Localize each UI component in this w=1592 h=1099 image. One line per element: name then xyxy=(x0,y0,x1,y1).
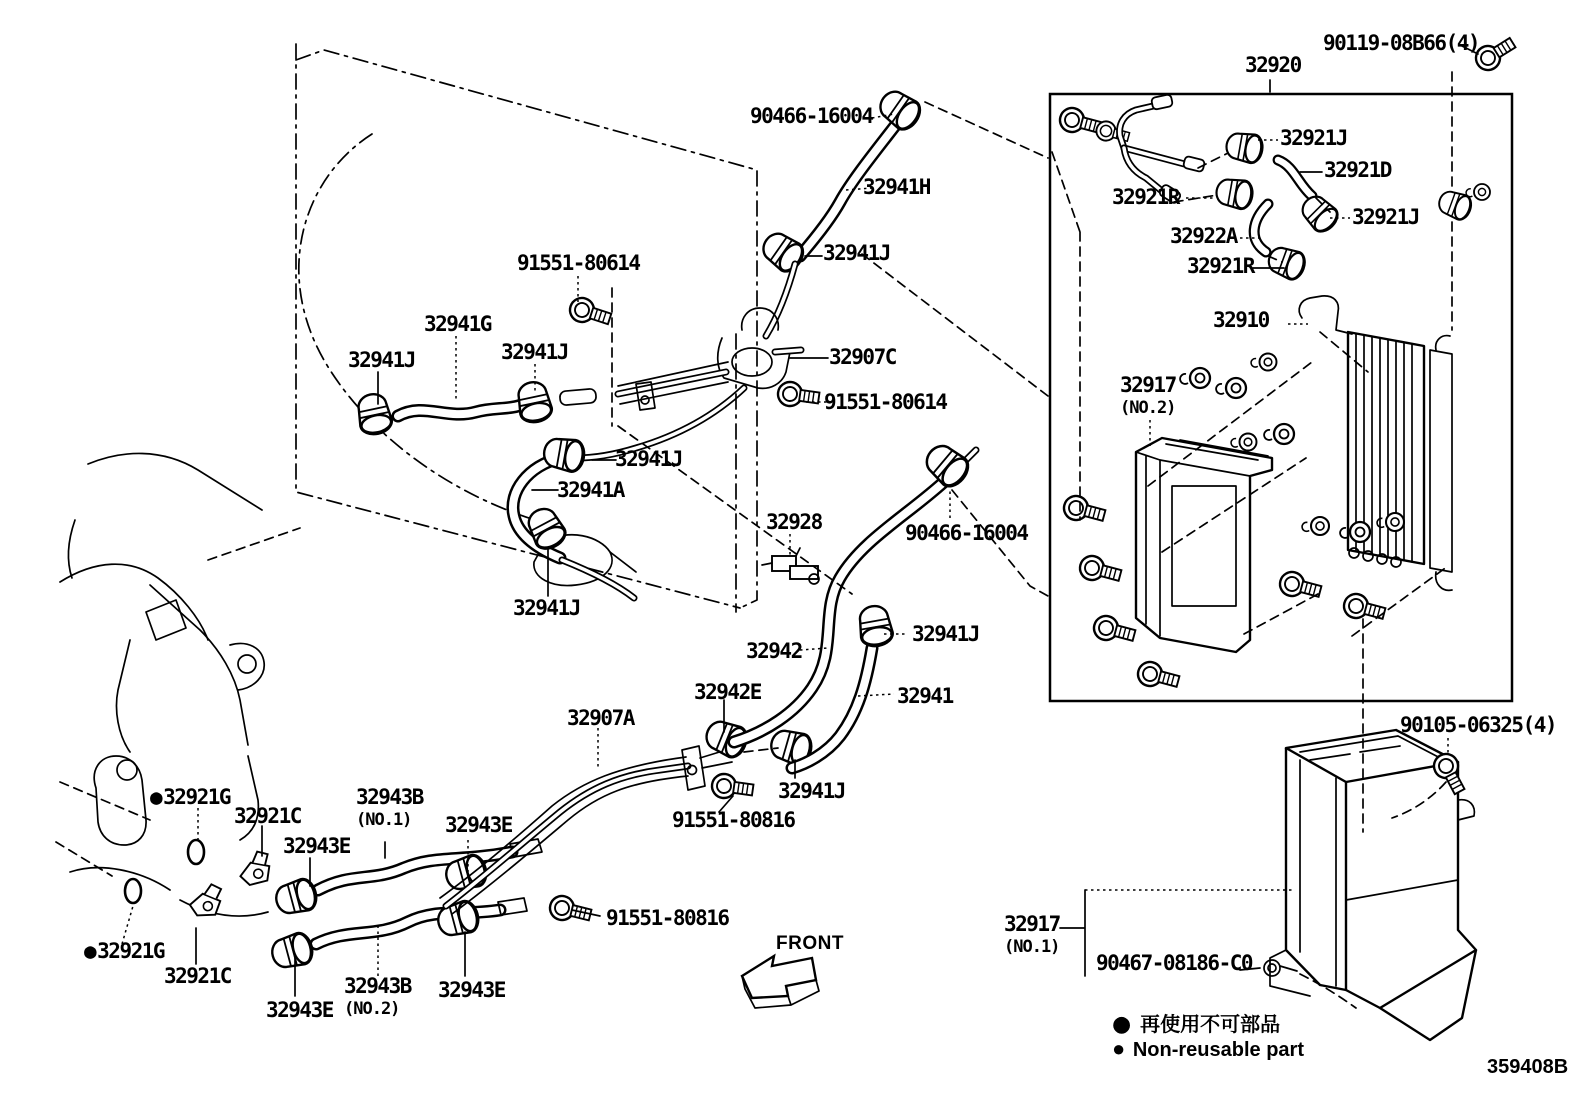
part-label-90467-08186: 90467-08186-C0 xyxy=(1096,951,1253,975)
part-label-32942e: 32942E xyxy=(694,680,761,704)
part-label-32921d: 32921D xyxy=(1324,158,1391,182)
reference-panel-outline xyxy=(296,44,757,608)
part-label-32910: 32910 xyxy=(1213,308,1269,332)
part-number-suffix: (NO.1) xyxy=(1004,937,1060,957)
part-label-32920: 32920 xyxy=(1245,53,1301,77)
hose-32941g-drawing xyxy=(398,404,524,416)
valve-32921c-drawing xyxy=(237,850,271,886)
clamp-32941j-drawing xyxy=(514,379,554,425)
part-label-32942: 32942 xyxy=(746,639,802,663)
clamp-90466-drawing xyxy=(874,85,925,134)
part-label-90466-16004: 90466-16004 xyxy=(750,104,873,128)
clamp-32943e-drawing xyxy=(269,930,316,971)
part-label-32943b-no2 xyxy=(344,976,411,1020)
bolt-91551-80816-drawing xyxy=(547,893,593,926)
part-number-suffix: (NO.2) xyxy=(344,999,400,1019)
part-label-91551-80816: 91551-80816 xyxy=(672,808,795,832)
part-label-32941j: 32941J xyxy=(513,596,580,620)
clamp-32943e-drawing xyxy=(435,898,482,939)
front-direction-label: FRONT xyxy=(776,933,844,954)
part-label-32907a: 32907A xyxy=(567,706,634,730)
non-reusable-icon: ● xyxy=(150,785,162,809)
part-label-32928: 32928 xyxy=(766,510,822,534)
part-label-90466-16004: 90466-16004 xyxy=(905,521,1028,545)
part-label-32941j: 32941J xyxy=(912,622,979,646)
oring-32921g-drawing xyxy=(188,840,204,864)
part-label-91551-80614: 91551-80614 xyxy=(824,390,947,414)
valve-32921c-drawing xyxy=(189,883,221,917)
part-label-32907c: 32907C xyxy=(829,345,896,369)
part-number: 32921G xyxy=(163,785,231,809)
part-label-32921j: 32921J xyxy=(1352,205,1419,229)
bolt-90105-drawing xyxy=(1430,750,1470,797)
part-label-32941j: 32941J xyxy=(778,779,845,803)
part-number: 32921G xyxy=(97,939,165,963)
part-label-32941: 32941 xyxy=(897,684,953,708)
clamp-32943e-drawing xyxy=(273,876,320,917)
part-label-32943e: 32943E xyxy=(283,834,350,858)
part-label-32921r: 32921R xyxy=(1112,185,1179,209)
part-number-suffix: (NO.2) xyxy=(1120,398,1176,418)
legend-text-jp: 再使用不可部品 xyxy=(1140,1012,1281,1036)
front-arrow xyxy=(742,956,819,1008)
part-label-32922a: 32922A xyxy=(1170,224,1237,248)
assembly-32920-contents xyxy=(1052,94,1490,693)
part-label-32941a: 32941A xyxy=(557,478,624,502)
clamp-32941j-drawing xyxy=(354,391,394,437)
part-label-32941g: 32941G xyxy=(424,312,491,336)
clamp-32941j-drawing xyxy=(856,604,894,649)
tube-32907c-drawing xyxy=(559,264,801,458)
part-label-91551-80614: 91551-80614 xyxy=(517,251,640,275)
part-label-32921g xyxy=(150,787,230,808)
part-label-91551-80816: 91551-80816 xyxy=(606,906,729,930)
part-label-32941j: 32941J xyxy=(348,348,415,372)
part-label-90105-06325: 90105-06325(4) xyxy=(1400,713,1557,737)
hose-32943b-no2-drawing xyxy=(316,898,527,944)
part-label-32943e: 32943E xyxy=(438,978,505,1002)
non-reusable-icon: ● xyxy=(1112,1036,1126,1061)
part-label-32921c: 32921C xyxy=(234,804,301,828)
dashed-connectors xyxy=(612,72,1452,832)
clamp-90466-drawing xyxy=(920,439,974,492)
oring-32921g-drawing xyxy=(125,879,141,903)
bolt-91551-80614-drawing xyxy=(776,380,820,409)
legend-non-reusable-en xyxy=(1112,1036,1304,1062)
clip-90467-drawing xyxy=(1264,960,1297,976)
bolt-91551-80614-drawing xyxy=(567,295,613,330)
part-label-32941j: 32941J xyxy=(823,241,890,265)
part-label-32921j: 32921J xyxy=(1280,126,1347,150)
part-number: 32943B xyxy=(344,974,411,998)
engine-outline xyxy=(56,453,300,916)
diagram-code: 359408B xyxy=(1487,1056,1569,1078)
part-number: 32917 xyxy=(1004,912,1060,936)
legend-non-reusable-jp xyxy=(1112,1008,1280,1037)
part-number: 32943B xyxy=(356,785,423,809)
part-label-90119-08b66: 90119-08B66(4) xyxy=(1323,31,1480,55)
part-label-32917-no1 xyxy=(1004,914,1060,958)
part-number: 32917 xyxy=(1120,373,1176,397)
legend-text-en: Non-reusable part xyxy=(1132,1039,1305,1061)
part-label-32921g xyxy=(84,941,164,962)
part-label-32921r: 32921R xyxy=(1187,254,1254,278)
non-reusable-icon: ● xyxy=(84,939,96,963)
part-number-suffix: (NO.1) xyxy=(356,810,412,830)
part-label-32941h: 32941H xyxy=(863,175,930,199)
hose-32943b-no1-drawing xyxy=(318,839,542,890)
part-label-32943e: 32943E xyxy=(266,998,333,1022)
part-label-32943b-no1 xyxy=(356,787,423,831)
part-label-32941j: 32941J xyxy=(615,447,682,471)
part-label-32941j: 32941J xyxy=(501,340,568,364)
part-label-32917-no2 xyxy=(1120,375,1176,419)
part-label-32921c: 32921C xyxy=(164,964,231,988)
clamp-32941j-drawing xyxy=(757,227,808,276)
part-label-32943e: 32943E xyxy=(445,813,512,837)
non-reusable-icon: ● xyxy=(1112,1012,1132,1037)
